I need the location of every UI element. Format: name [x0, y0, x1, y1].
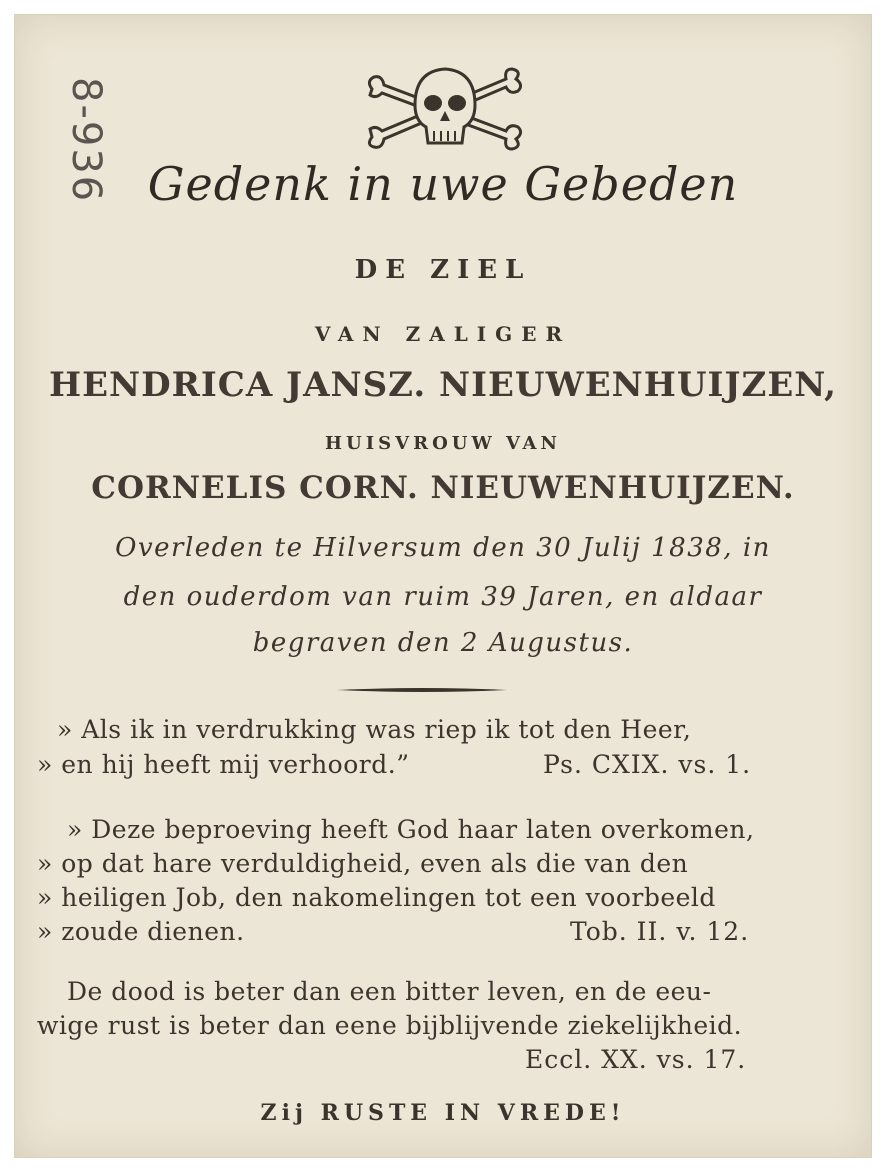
closing-line: Zij RUSTE IN VREDE! — [260, 1100, 626, 1126]
quote2-line-1: » Deze beproeving heeft God haar laten overkomen, — [67, 815, 755, 844]
inventory-number: 8-936 — [63, 77, 109, 204]
death-line-1: Overleden te Hilversum den 30 Julij 1838, in — [115, 533, 771, 563]
quote1-reference: Ps. CXIX. vs. 1. — [543, 750, 752, 779]
quote2-line-2: » op dat hare verduldigheid, even als die van den — [37, 849, 689, 878]
deceased-name: HENDRICA JANSZ. NIEUWENHUIJZEN, — [49, 365, 837, 405]
quote2-line-4: » zoude dienen. — [37, 917, 245, 946]
heading: Gedenk in uwe Gebeden — [147, 157, 739, 211]
death-line-2: den ouderdom van ruim 39 Jaren, en aldaar — [123, 582, 763, 612]
quote2-line-3: » heiligen Job, den nakomelingen tot een voorbeeld — [37, 883, 716, 912]
quote3-line-1: De dood is beter dan een bitter leven, en de eeu- — [67, 977, 712, 1006]
memorial-card — [14, 14, 872, 1158]
quote3-reference: Eccl. XX. vs. 17. — [525, 1045, 747, 1074]
death-line-3: begraven den 2 Augustus. — [252, 628, 634, 658]
spouse-name: CORNELIS CORN. NIEUWENHUIJZEN. — [91, 470, 795, 506]
divider-rule — [337, 687, 507, 693]
quote2-reference: Tob. II. v. 12. — [570, 917, 750, 946]
quote1-line-2: » en hij heeft mij verhoord.” — [37, 750, 410, 779]
huisvrouw-van-label: HUISVROUW VAN — [325, 433, 561, 454]
quote3-line-2: wige rust is beter dan eene bijblijvende ziekelijkheid. — [37, 1011, 743, 1040]
quote1-line-1: » Als ik in verdrukking was riep ik tot den Heer, — [57, 715, 692, 744]
van-zaliger-label: VAN ZALIGER — [314, 322, 572, 346]
de-ziel-label: DE ZIEL — [354, 255, 532, 285]
skull-crossbones-icon — [360, 59, 530, 154]
